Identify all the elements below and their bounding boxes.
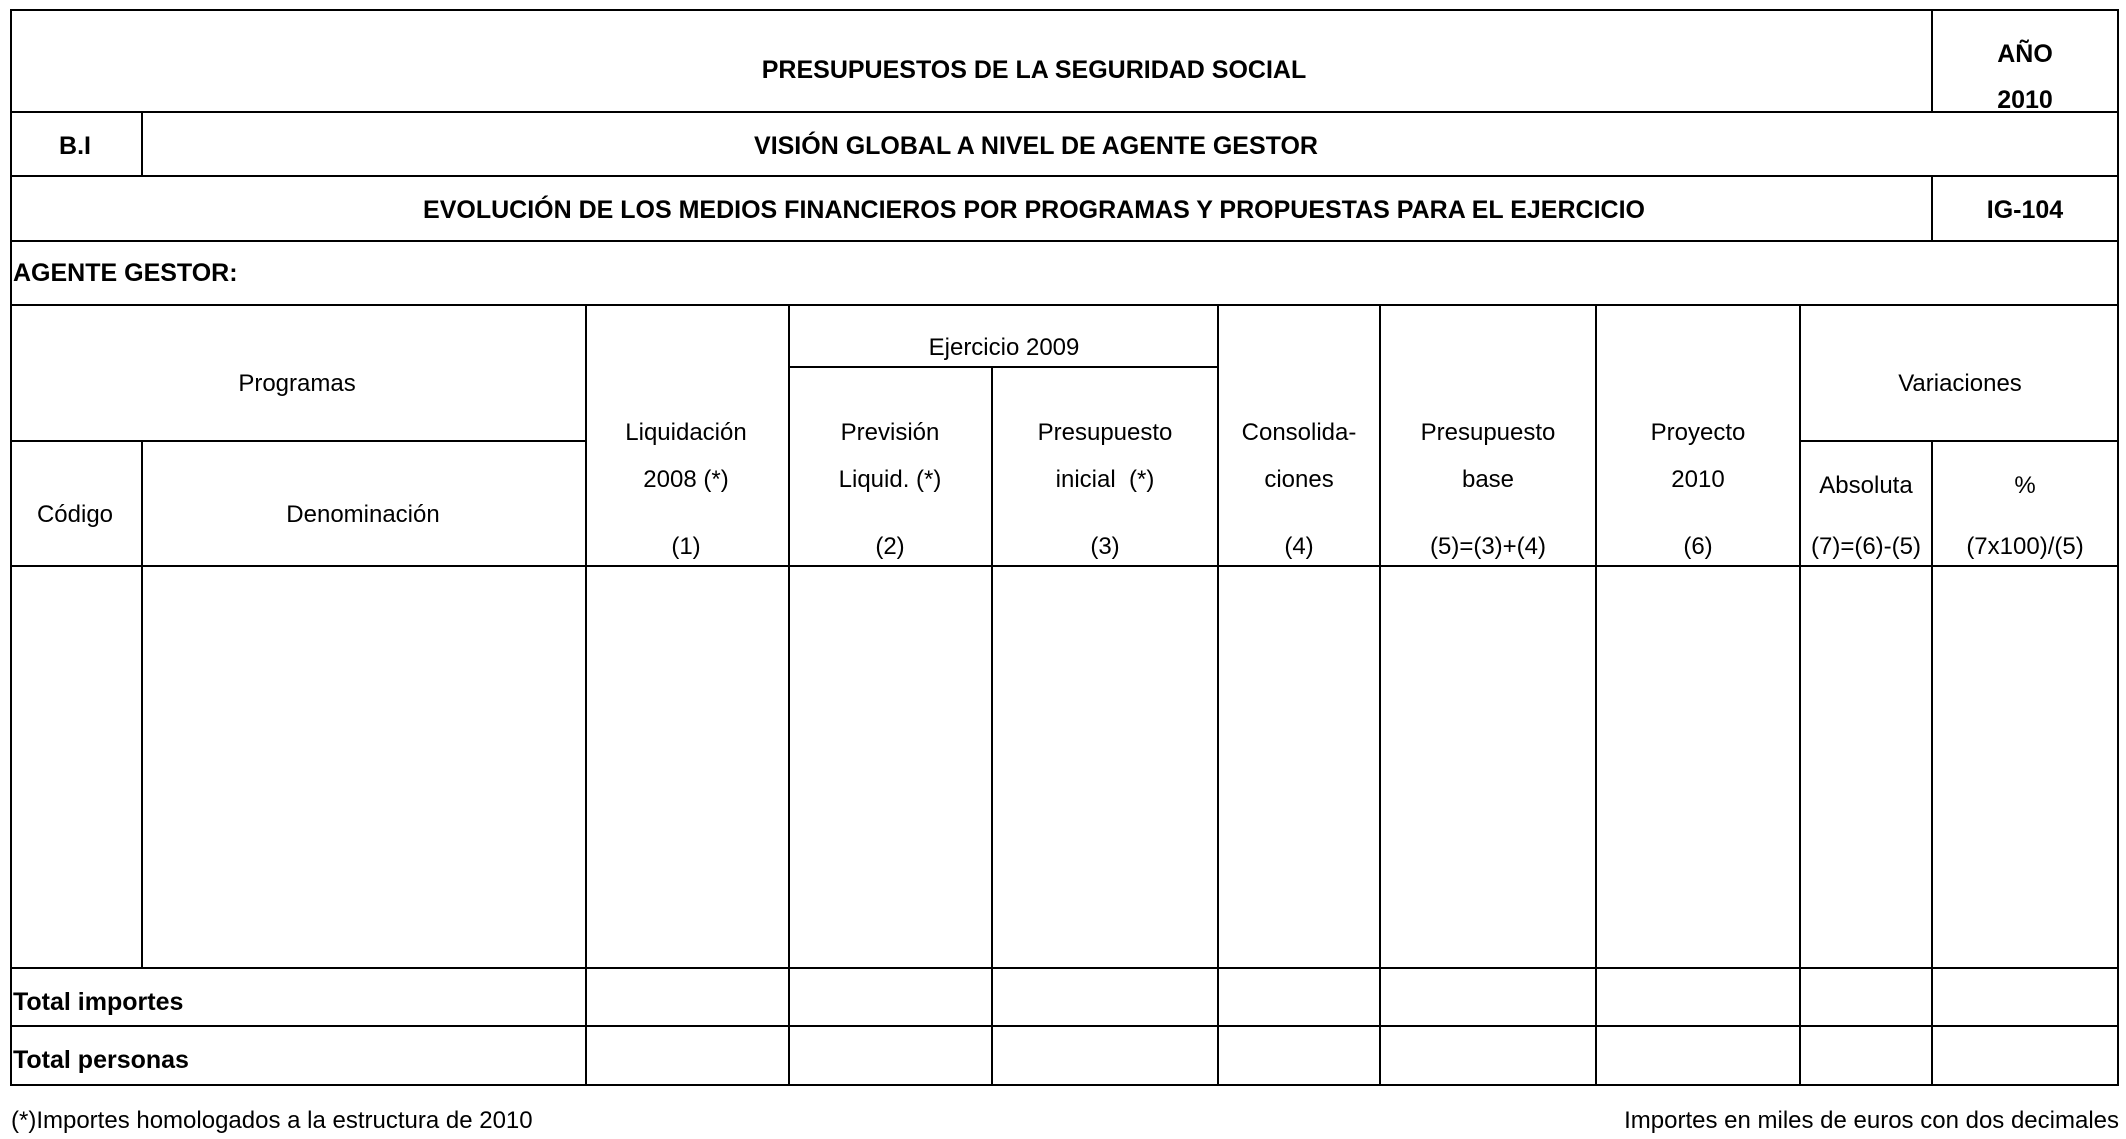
header-consolidaciones: Consolida- [1241,419,1357,446]
budget-form [10,9,2119,1086]
footnote: (*)Importes homologados a la estructura de 2010 [11,1107,533,1134]
section-code: B.I [59,132,91,160]
divider [1931,175,1933,241]
divider [1217,304,1219,1086]
form-code: IG-104 [1986,196,2064,224]
divider [788,366,1219,368]
header-liquidacion: (1) [671,533,701,560]
header-presupuesto-base: (5)=(3)+(4) [1429,533,1547,560]
year-label: AÑO [1997,40,2053,68]
header-prevision: Liquid. (*) [838,466,942,493]
divider [141,440,143,969]
header-presupuesto-base: base [1461,466,1515,493]
header-ejercicio-2009: Ejercicio 2009 [928,334,1080,361]
header-prevision: Previsión [840,419,940,446]
total-importes-label: Total importes [13,988,184,1016]
divider [10,1025,2119,1027]
divider [10,440,587,442]
total-personas-label: Total personas [13,1046,189,1074]
header-variaciones: Variaciones [1898,370,2022,397]
header-absoluta: Absoluta [1819,472,1913,499]
divider [1379,304,1381,1086]
header-presupuesto-inicial: Presupuesto [1037,419,1173,446]
header-liquidacion: Liquidación [625,419,747,446]
header-absoluta: (7)=(6)-(5) [1810,533,1922,560]
divider [10,175,2119,177]
divider [10,111,2119,113]
header-presupuesto-inicial: inicial (*) [1055,466,1155,493]
header-codigo: Código [36,501,114,528]
form-title: EVOLUCIÓN DE LOS MEDIOS FINANCIEROS POR PROGRAMAS Y PROPUESTAS PARA EL EJERCICIO [423,196,1645,224]
form-border [10,9,2119,1086]
header-consolidaciones: ciones [1264,466,1334,493]
divider [585,304,587,1086]
divider [141,111,143,177]
document-title: PRESUPUESTOS DE LA SEGURIDAD SOCIAL [761,56,1307,84]
divider [1931,9,1933,113]
header-proyecto: (6) [1683,533,1713,560]
divider [788,304,790,1086]
header-proyecto: Proyecto [1650,419,1746,446]
header-consolidaciones: (4) [1284,533,1314,560]
header-programas: Programas [238,370,356,397]
divider [1799,304,1801,1086]
year-value: 2010 [1997,86,2053,114]
divider [1595,304,1597,1086]
divider [10,565,2119,567]
header-presupuesto-base: Presupuesto [1420,419,1556,446]
agent-label: AGENTE GESTOR: [13,259,238,287]
divider [991,366,993,1086]
divider [10,967,2119,969]
divider [10,304,2119,306]
divider [10,240,2119,242]
header-presupuesto-inicial: (3) [1090,533,1120,560]
header-proyecto: 2010 [1671,466,1725,493]
header-liquidacion: 2008 (*) [643,466,729,493]
header-denominacion: Denominación [286,501,440,528]
units-note: Importes en miles de euros con dos decimales [1624,1107,2119,1134]
header-prevision: (2) [875,533,905,560]
section-title: VISIÓN GLOBAL A NIVEL DE AGENTE GESTOR [754,132,1318,160]
header-porcentaje: % [2014,472,2036,499]
header-porcentaje: (7x100)/(5) [1966,533,2084,560]
divider [1931,440,1933,1086]
divider [1799,440,2119,442]
